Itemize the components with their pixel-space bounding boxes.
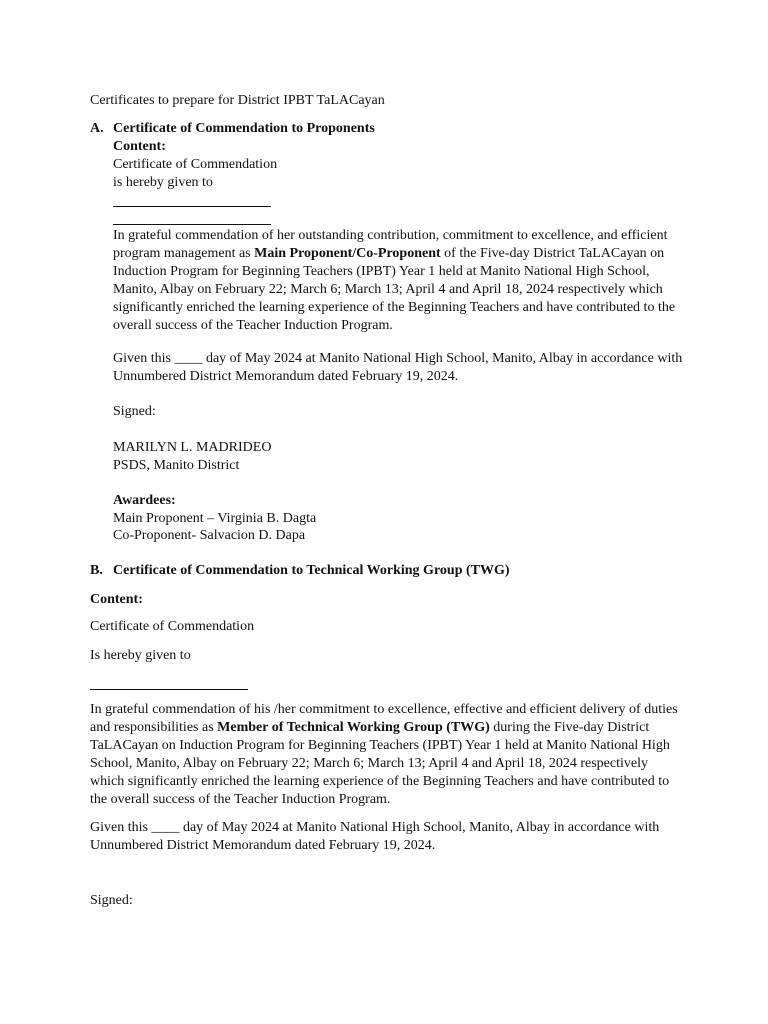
section-b-given-line: Given this ____ day of May 2024 at Manito National High School, Manito, Albay in accordance with Unnumbered District Memorandum dated February 19, 2024. [90, 820, 660, 853]
section-b-name-line [90, 689, 248, 690]
section-a-name-line-1 [113, 206, 271, 207]
section-b-paragraph-text-1: In grateful commendation of his /her commitment to excellence, effective and efficient delivery of duties and responsibilities as [90, 702, 678, 735]
section-a-signed-label: Signed: [113, 404, 156, 419]
section-a-awardee-main: Main Proponent – Virginia B. Dagta [113, 511, 317, 526]
section-a-awardees-label: Awardees: [113, 493, 176, 508]
section-a-content-label: Content: [113, 139, 166, 154]
section-a-paragraph-text-1: In grateful commendation of her outstanding contribution, commitment to excellence, and efficient program management as [113, 228, 668, 261]
section-b-given-to: Is hereby given to [90, 648, 191, 663]
section-a-given-to: is hereby given to [113, 175, 213, 190]
section-b-cert-title: Certificate of Commendation [90, 619, 255, 634]
section-b-paragraph-role: Member of Technical Working Group (TWG) [217, 720, 490, 735]
section-a-awardee-co: Co-Proponent- Salvacion D. Dapa [113, 528, 306, 543]
section-b-commendation-paragraph [90, 701, 680, 809]
document-title: Certificates to prepare for District IPBT TaLACayan [90, 93, 385, 108]
section-b-marker: B. [90, 563, 103, 578]
section-a-marker: A. [90, 121, 104, 136]
section-a-commendation-paragraph [113, 227, 678, 335]
section-a-signatory-title: PSDS, Manito District [113, 458, 240, 473]
section-b-content-label: Content: [90, 592, 143, 607]
section-a-heading: Certificate of Commendation to Proponents [113, 121, 375, 136]
section-b-heading: Certificate of Commendation to Technical Working Group (TWG) [113, 563, 510, 578]
section-a-paragraph-role: Main Proponent/Co-Proponent [254, 246, 441, 261]
section-a-paragraph-text-2: of the Five-day District TaLACayan on Induction Program for Beginning Teachers (IPBT) Year 1 held at Manito National High School, Manito, Albay on February 22; March 6; March 13; April 4 and April 18, 2024 respectively which significantly enriched the learning experience of the Beginning Teachers and have contributed to the overall success of the Teacher Induction Program. [113, 246, 676, 333]
section-a-cert-title: Certificate of Commendation [113, 157, 278, 172]
section-b-signed-label: Signed: [90, 893, 133, 908]
section-a-name-line-2 [113, 224, 271, 225]
section-a-signatory-name: MARILYN L. MADRIDEO [113, 440, 272, 455]
section-b-paragraph-text-2: during the Five-day District TaLACayan on Induction Program for Beginning Teachers (IPBT) Year 1 held at Manito National High School, Manito, Albay on February 22; March 6; March 13; April 4 and April 18, 2024 respectively which significantly enriched the learning experience of the Beginning Teachers and have contributed to the overall success of the Teacher Induction Program. [90, 720, 670, 807]
section-a-given-line: Given this ____ day of May 2024 at Manito National High School, Manito, Albay in accordance with Unnumbered District Memorandum dated February 19, 2024. [113, 351, 683, 384]
